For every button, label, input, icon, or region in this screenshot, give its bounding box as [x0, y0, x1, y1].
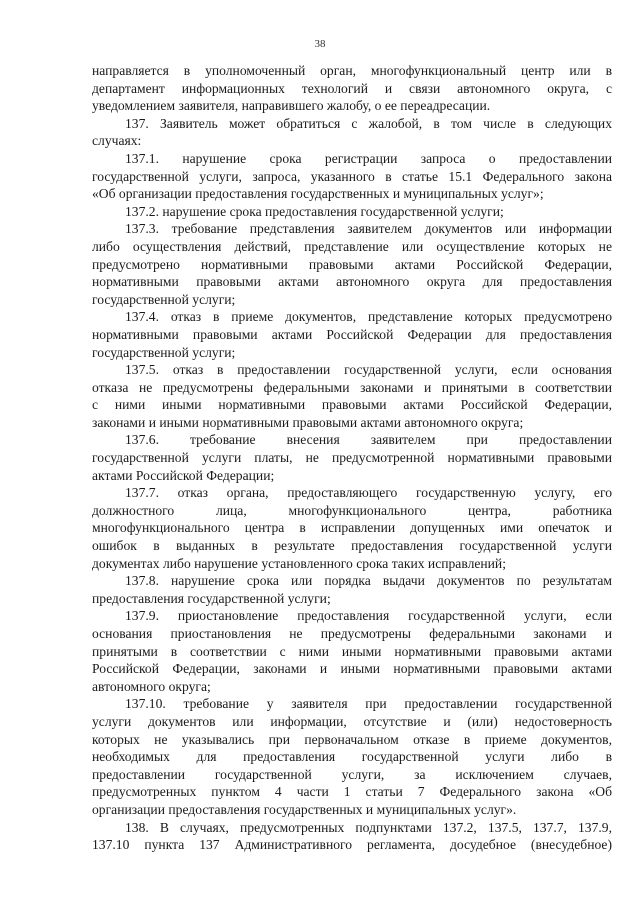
- text-line: нормативными правовыми актами Российской Федерации для предоставления: [92, 326, 612, 342]
- text-line: 137.10 пункта 137 Административного регламента, досудебное (внесудебное): [92, 837, 612, 853]
- text-line: государственной услуги платы, не предусмотренной нормативными правовыми: [92, 450, 612, 466]
- text-line: предусмотренных пунктом 4 части 1 статьи 7 Федерального закона «Об: [92, 784, 612, 800]
- text-line: автономного округа;: [92, 678, 211, 694]
- text-line: многофункционального центра в исправлении допущенных ими опечаток и: [92, 520, 612, 536]
- text-line: 137.3. требование представления заявителем документов или информации: [125, 221, 612, 237]
- text-line: 137.7. отказ органа, предоставляющего государственную услугу, его: [125, 485, 612, 501]
- text-line: 137.1. нарушение срока регистрации запроса о предоставлении: [125, 150, 612, 166]
- text-line: 137.5. отказ в предоставлении государственной услуги, если основания: [125, 362, 612, 378]
- text-line: законами и иными нормативными правовыми актами автономного округа;: [92, 414, 524, 430]
- text-line: государственной услуги;: [92, 344, 236, 360]
- text-line: с ними иными нормативными правовыми актами Российской Федерации,: [92, 397, 612, 413]
- text-line: 137.2. нарушение срока предоставления государственной услуги;: [125, 203, 504, 219]
- document-body: [92, 62, 612, 854]
- text-line: предоставлении государственной услуги, за исключением случаев,: [92, 766, 612, 782]
- text-line: случаях:: [92, 133, 142, 149]
- text-line: государственной услуги, запроса, указанного в статье 15.1 Федерального закона: [92, 168, 612, 184]
- text-line: документах либо нарушение установленного срока таких исправлений;: [92, 555, 506, 571]
- text-line: 138. В случаях, предусмотренных подпунктами 137.2, 137.5, 137.7, 137.9,: [125, 819, 612, 835]
- text-line: предоставления государственной услуги;: [92, 590, 331, 606]
- text-line: отказа не предусмотрены федеральными законами и принятыми в соответствии: [92, 379, 612, 395]
- text-line: «Об организации предоставления государственных и муниципальных услуг»;: [92, 186, 544, 202]
- text-line: 137.10. требование у заявителя при предоставлении государственной: [125, 696, 612, 712]
- text-line: либо осуществления действий, представление или осуществление которых не: [92, 238, 612, 254]
- text-line: 137.9. приостановление предоставления государственной услуги, если: [125, 608, 612, 624]
- text-line: услуги документов или информации, отсутствие и (или) недостоверность: [92, 713, 612, 729]
- text-line: нормативными правовыми актами автономного округа для предоставления: [92, 274, 612, 290]
- text-line: Российской Федерации, законами и иными нормативными правовыми актами: [92, 661, 612, 677]
- text-line: направляется в уполномоченный орган, многофункциональный центр или в: [92, 63, 612, 78]
- page-number: 38: [314, 38, 326, 50]
- text-line: которых не указывались при первоначальном отказе в приеме документов,: [92, 731, 612, 747]
- text-line: 137.4. отказ в приеме документов, представление которых предусмотрено: [125, 309, 612, 325]
- text-line: принятыми в соответствии с ними иными нормативными правовыми актами: [92, 643, 612, 659]
- text-line: необходимых для предоставления государственной услуги либо в: [92, 749, 612, 765]
- text-line: предусмотрено нормативными правовыми актами Российской Федерации,: [92, 256, 612, 272]
- text-line: уведомлением заявителя, направившего жалобу, о ее переадресации.: [92, 98, 491, 114]
- text-line: 137.8. нарушение срока или порядка выдачи документов по результатам: [125, 573, 612, 589]
- text-line: должностного лица, многофункционального центра, работника: [92, 502, 612, 518]
- text-line: государственной услуги;: [92, 291, 236, 307]
- text-line: 137.6. требование внесения заявителем при предоставлении: [125, 432, 612, 448]
- text-line: организации предоставления государственных и муниципальных услуг».: [92, 801, 517, 817]
- text-line: актами Российской Федерации;: [92, 467, 275, 483]
- text-line: департамент информационных технологий и связи автономного округа, с: [92, 80, 612, 96]
- text-line: основания приостановления не предусмотрены федеральными законами и: [92, 626, 612, 641]
- text-line: 137. Заявитель может обратиться с жалобой, в том числе в следующих: [125, 115, 612, 131]
- text-line: ошибок в выданных в результате предоставления государственной услуги: [92, 538, 612, 554]
